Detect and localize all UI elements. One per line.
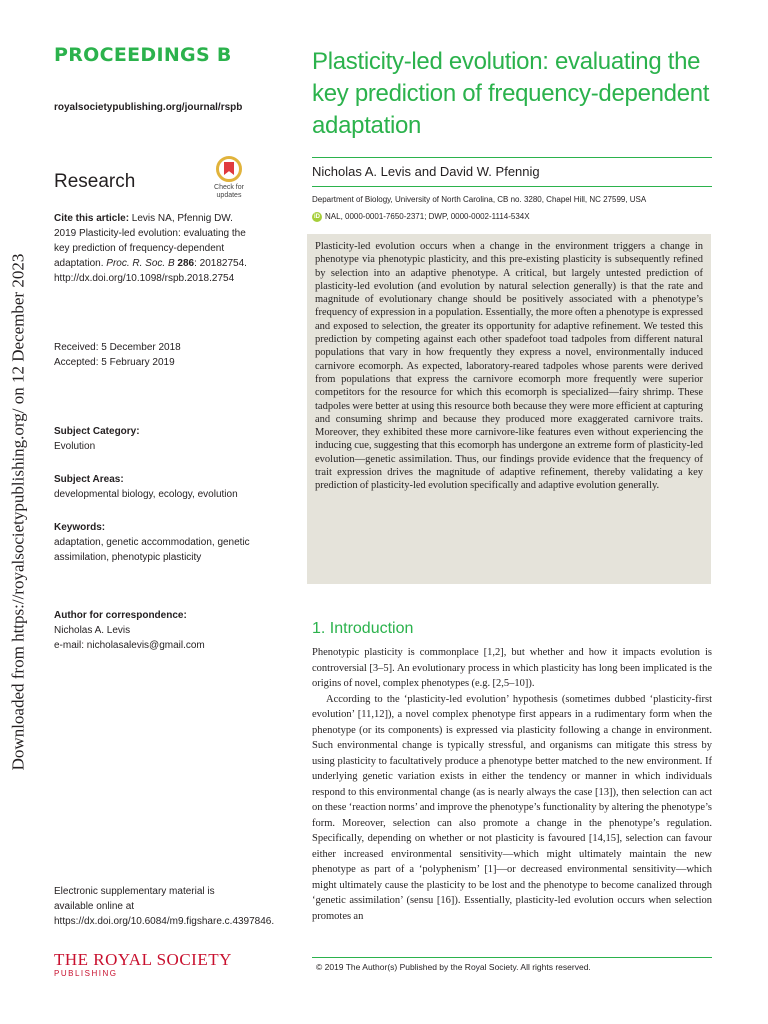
keywords-value: adaptation, genetic accommodation, genetic assimilation, phenotypic plasticity (54, 537, 250, 563)
intro-paragraph: According to the ‘plasticity-led evolution’ hypothesis (sometimes dubbed ‘plasticity-first evolution’ [11,12]), a novel complex phenotype first appears in a rudimentary form when the phenotype (or its components) is expressed via plasticity following a change in environment. Such environmental change is typically stressful, and organisms can mitigate this stress by using plasticity to facultatively produce a phenotype better matched to the new environment. If underlying genetic variation exists in either the tendency or manner in which individuals respond to this environmental change (as is nearly always the case [13]), then selection can act on these ‘reaction norms’ and improve the phenotype’s functionality by altering the phenotype’s form. Moreover, selection can also promote a change in the phenotype’s regulation. Specifically, depending on whether or not plasticity is favoured [14,15], selection can favour either increased environmental sensitivity—which might ultimately maintain the new phenotype as part of a ‘polyphenism’ [1]—or decreased environmental sensitivity—which might ultimately cause the plasticity to be lost and the phenotype to become canalized through ‘genetic assimilation’ (sensu [16]). Essentially, plasticity-led evolution occurs when selection promotes an (312, 693, 712, 922)
accepted-date: Accepted: 5 February 2019 (54, 357, 175, 368)
subject-areas (54, 472, 254, 502)
keywords (54, 520, 254, 565)
check-for-updates-badge[interactable] (205, 156, 253, 204)
article-title: Plasticity-led evolution: evaluating the key prediction of frequency-dependent adaptation (312, 48, 710, 139)
article-dates (54, 340, 181, 370)
keywords-label: Keywords: (54, 522, 106, 533)
correspondence-name: Nicholas A. Levis (54, 625, 131, 636)
orcid-line (312, 212, 530, 222)
correspondence-label: Author for correspondence: (54, 610, 187, 621)
cite-article-no: : 20182754. (194, 258, 247, 269)
cite-label: Cite this article: (54, 213, 130, 224)
section-heading-introduction: 1. Introduction (312, 620, 414, 637)
title-divider (312, 157, 712, 158)
copyright-footer: © 2019 The Author(s) Published by the Royal Society. All rights reserved. (316, 962, 591, 972)
supplementary-note: Electronic supplementary material is available online at https://dx.doi.org/10.6084/m9.figshare.c.4397846. (54, 886, 275, 927)
publisher-name: THE ROYAL SOCIETY (54, 950, 232, 969)
download-notice: Downloaded from https://royalsocietypublishing.org/ on 12 December 2023 (8, 253, 27, 771)
bookmark-icon (216, 156, 242, 182)
footer-divider (312, 957, 712, 958)
authors-divider (312, 186, 712, 187)
introduction-body (312, 645, 712, 924)
article-authors: Nicholas A. Levis and David W. Pfennig (312, 164, 540, 179)
article-type-label: Research (54, 171, 136, 192)
cite-volume: 286 (174, 258, 195, 269)
subject-areas-value: developmental biology, ecology, evolution (54, 489, 238, 500)
author-correspondence (54, 608, 205, 653)
orcid-icon[interactable]: iD (314, 214, 320, 220)
abstract-box (307, 234, 711, 584)
publisher-sub: PUBLISHING (54, 969, 118, 978)
orcid-ids[interactable]: NAL, 0000-0001-7650-2371; DWP, 0000-0002-1114-534X (325, 212, 530, 222)
subject-category (54, 424, 140, 454)
cite-journal: Proc. R. Soc. B (106, 258, 175, 269)
author-affiliation: Department of Biology, University of North Carolina, CB no. 3280, Chapel Hill, NC 27599, USA (312, 195, 647, 204)
cite-title: Plasticity-led evolution: evaluating the key prediction of frequency-dependent adaptation. (54, 228, 246, 269)
journal-url[interactable]: royalsocietypublishing.org/journal/rspb (54, 102, 243, 113)
citation-block (54, 211, 254, 286)
royal-society-logo (54, 952, 232, 981)
download-watermark (0, 0, 36, 1024)
correspondence-email[interactable]: e-mail: nicholasalevis@gmail.com (54, 640, 205, 651)
abstract-text: Plasticity-led evolution occurs when a change in the environment triggers a change in phenotype via phenotypic plasticity, and this pre-existing plasticity is subsequently refined by selection into an adaptive phenotype. A critical, but largely untested prediction of plasticity-led evolution (and evolution by natural selection generally) is that the rate and magnitude of evolutionary change should be positively associated with a phenotype’s frequency of expression in a population. Essentially, the more often a phenotype is expressed and exposed to selection, the greater its opportunity for adaptive refinement. We tested this prediction by competing against each other spadefoot toad tadpoles from different natural populations that vary in how frequently they express a novel, environmentally induced carnivore ecomorph. As expected, laboratory-reared tadpoles whose parents were derived from populations that express the carnivore ecomorph more frequently were superior competitors for the resource for which this ecomorph is specialized—fairy shrimp. These tadpoles were better at using this resource both because they were more efficient at capturing and consuming shrimp and because they produced more exaggerated carnivore traits. Moreover, they exhibited these more carnivore-like features even without experiencing the inducing cue, suggesting that this ecomorph has undergone an extreme form of plasticity-led evolution—genetic assimilation. Thus, our findings provide evidence that the frequency of trait expression drives the magnitude of adaptive refinement, thereby validating a key prediction of plasticity-led evolution specifically and adaptive evolution generally. (315, 241, 703, 492)
cite-authors: Levis NA, Pfennig DW. 2019 (54, 213, 233, 239)
received-date: Received: 5 December 2018 (54, 342, 181, 353)
subject-category-label: Subject Category: (54, 426, 140, 437)
check-updates-label: Check for updates (214, 184, 244, 199)
intro-paragraph: Phenotypic plasticity is commonplace [1,2], but whether and how it impacts evolution is controversial [3–5]. An evolutionary process in which plasticity has long been implicated is the origins of novel, complex phenotypes (e.g. [2,5–10]). (312, 647, 712, 689)
subject-areas-label: Subject Areas: (54, 474, 124, 485)
journal-logo: PROCEEDINGS B (54, 44, 232, 66)
left-sidebar (54, 0, 275, 1024)
cite-doi-link[interactable]: http://dx.doi.org/10.1098/rspb.2018.2754 (54, 273, 235, 284)
subject-category-value: Evolution (54, 441, 96, 452)
